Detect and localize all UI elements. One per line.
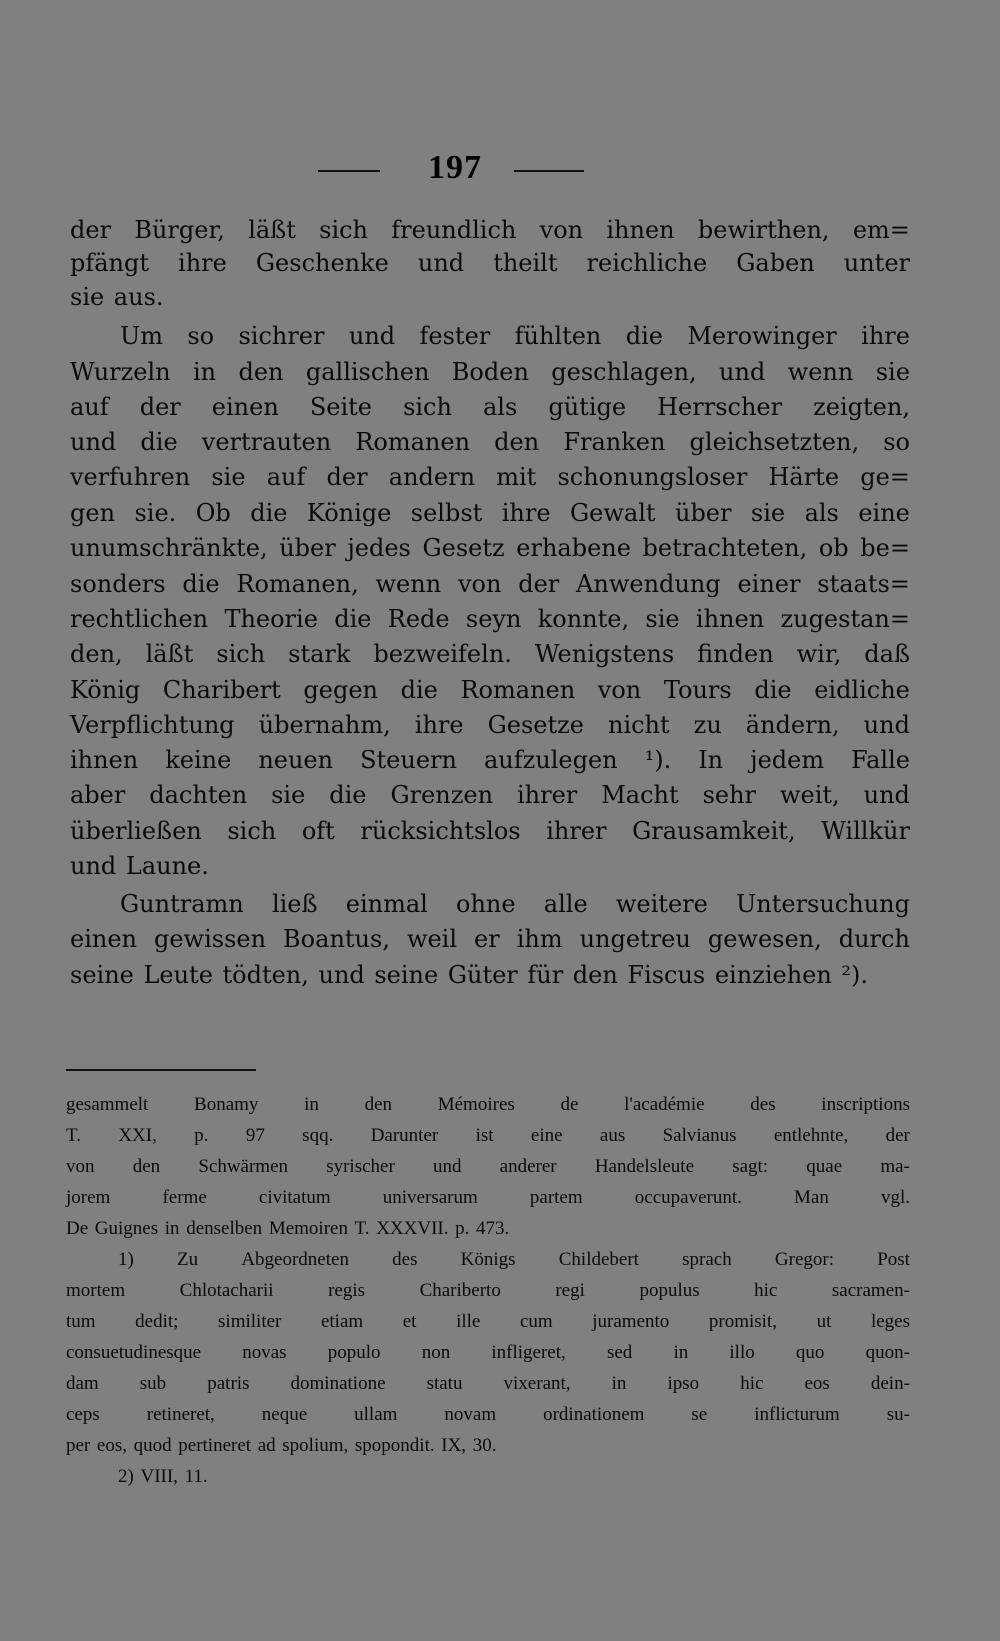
text-line: König Charibert gegen die Romanen von Tours die eidliche	[70, 676, 910, 704]
text-line: unumschränkte, über jedes Gesetz erhabene betrachteten, ob be=	[70, 534, 910, 562]
text-line: auf der einen Seite sich als gütige Herrscher zeigten,	[70, 393, 910, 421]
footnote-line: per eos, quod pertineret ad spolium, spopondit. IX, 30.	[66, 1435, 497, 1456]
footnote-line: 2) VIII, 11.	[118, 1466, 208, 1487]
text-line: der Bürger, läßt sich freundlich von ihnen bewirthen, em=	[70, 216, 910, 244]
text-line: ihnen keine neuen Steuern aufzulegen ¹). In jedem Falle	[70, 746, 910, 774]
footnote-line: dam sub patris dominatione statu vixerant, in ipso hic eos dein-	[66, 1373, 910, 1394]
footnote-line: tum dedit; similiter etiam et ille cum juramento promisit, ut leges	[66, 1311, 910, 1332]
text-line: sie aus.	[70, 283, 164, 311]
text-line: Um so sichrer und fester fühlten die Merowinger ihre	[120, 322, 910, 350]
page-header	[0, 148, 1000, 192]
footnote-line: T. XXI, p. 97 sqq. Darunter ist eine aus Salvianus entlehnte, der	[66, 1125, 910, 1146]
footnote-line: De Guignes in denselben Memoiren T. XXXVII. p. 473.	[66, 1218, 510, 1239]
text-line: sonders die Romanen, wenn von der Anwendung einer staats=	[70, 570, 910, 598]
text-line: gen sie. Ob die Könige selbst ihre Gewalt über sie als eine	[70, 499, 910, 527]
page-number: 197	[428, 149, 482, 186]
footnote-separator	[66, 1069, 256, 1071]
text-line: und Laune.	[70, 852, 209, 880]
text-line: Verpflichtung übernahm, ihre Gesetze nicht zu ändern, und	[70, 711, 910, 739]
text-line: rechtlichen Theorie die Rede seyn konnte, sie ihnen zugestan=	[70, 605, 910, 633]
footnote-line: gesammelt Bonamy in den Mémoires de l'académie des inscriptions	[66, 1094, 910, 1115]
footnote-line: ceps retineret, neque ullam novam ordinationem se inflicturum su-	[66, 1404, 910, 1425]
text-line: verfuhren sie auf der andern mit schonungsloser Härte ge=	[70, 463, 910, 491]
text-line: und die vertrauten Romanen den Franken gleichsetzten, so	[70, 428, 910, 456]
text-line: Wurzeln in den gallischen Boden geschlagen, und wenn sie	[70, 358, 910, 386]
text-line: aber dachten sie die Grenzen ihrer Macht sehr weit, und	[70, 781, 910, 809]
footnote-line: consuetudinesque novas populo non infligeret, sed in illo quo quon-	[66, 1342, 910, 1363]
text-line: Guntramn ließ einmal ohne alle weitere Untersuchung	[120, 890, 910, 918]
text-line: pfängt ihre Geschenke und theilt reichliche Gaben unter	[70, 249, 910, 277]
footnote-line: von den Schwärmen syrischer und anderer Handelsleute sagt: quae ma-	[66, 1156, 910, 1177]
footnote-line: 1) Zu Abgeordneten des Königs Childebert sprach Gregor: Post	[118, 1249, 910, 1270]
footnote-line: mortem Chlotacharii regis Chariberto regi populus hic sacramen-	[66, 1280, 910, 1301]
text-line: den, läßt sich stark bezweifeln. Wenigstens finden wir, daß	[70, 640, 910, 668]
header-rule-left	[318, 170, 380, 172]
text-line: einen gewissen Boantus, weil er ihm ungetreu gewesen, durch	[70, 925, 910, 953]
text-line: seine Leute tödten, und seine Güter für den Fiscus einziehen ²).	[70, 961, 869, 989]
header-rule-right	[514, 170, 584, 172]
text-line: überließen sich oft rücksichtslos ihrer Grausamkeit, Willkür	[70, 817, 910, 845]
footnote-line: jorem ferme civitatum universarum partem occupaverunt. Man vgl.	[66, 1187, 910, 1208]
